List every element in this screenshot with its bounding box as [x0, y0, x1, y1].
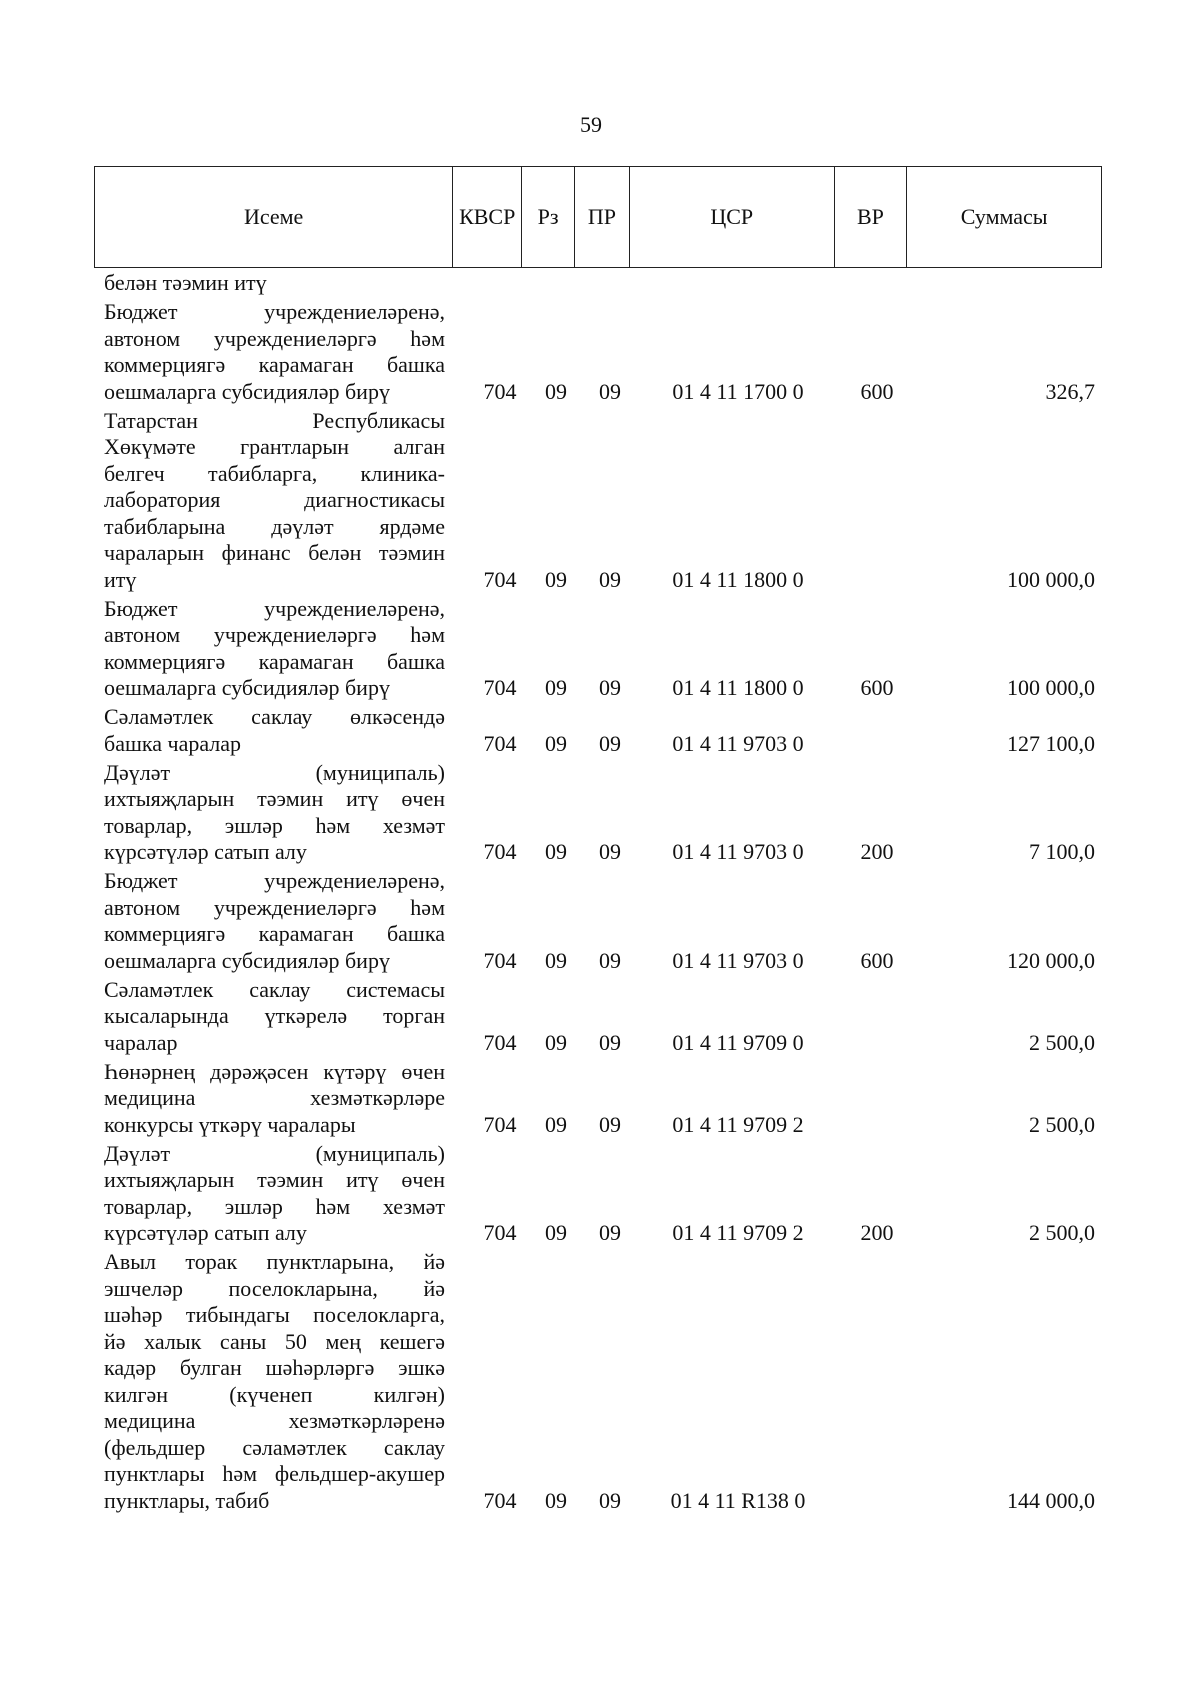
row-vr: 600 [860, 675, 894, 700]
row-pr: 09 [599, 1029, 621, 1055]
row-name-line: күрсәтүләр сатып алу [104, 839, 307, 864]
row-kvsr: 704 [483, 1029, 517, 1055]
row-pr: 09 [599, 947, 621, 973]
table-row [104, 299, 1094, 405]
row-name-line: оешмаларга субсидияләр бирү [104, 947, 390, 973]
row-name-line: кадәр булган шәһәрләргә эшкә [104, 1355, 445, 1380]
table-row [104, 270, 1094, 297]
row-kvsr: 704 [483, 378, 517, 404]
table-row [104, 704, 1094, 757]
row-sum: 144 000,0 [1007, 1487, 1095, 1513]
row-kvsr: 704 [483, 1111, 517, 1137]
page-number: 59 [580, 112, 602, 137]
table-row [104, 760, 1094, 866]
row-name-line: коммерциягә карамаган башка [104, 921, 445, 946]
row-name-line: коммерциягә карамаган башка [104, 352, 445, 377]
row-kvsr: 704 [483, 566, 517, 592]
row-name-line: йә халык саны 50 мең кешегә [104, 1328, 445, 1354]
row-name-line: коммерциягә карамаган башка [104, 648, 445, 674]
row-pr: 09 [599, 1487, 621, 1513]
row-kvsr: 704 [483, 675, 517, 700]
row-csr: 01 4 11 1700 0 [672, 378, 804, 404]
row-name [104, 868, 445, 974]
header-sum: Суммасы [960, 204, 1048, 229]
row-pr: 09 [599, 1220, 621, 1245]
row-csr: 01 4 11 1800 0 [672, 675, 804, 700]
row-sum: 7 100,0 [1029, 839, 1095, 864]
row-name-line: Сәламәтлек саклау системасы [104, 976, 445, 1002]
row-sum: 127 100,0 [1007, 730, 1095, 756]
row-sum: 120 000,0 [1007, 947, 1095, 973]
header-rz: Рз [522, 167, 575, 267]
table-row [104, 1249, 1094, 1514]
row-rz: 09 [545, 1487, 567, 1513]
row-name-line: ихтыяҗларын тәэмин итү өчен [104, 1167, 445, 1192]
row-pr: 09 [599, 566, 621, 592]
row-sum: 100 000,0 [1007, 566, 1095, 592]
row-name-line: итү [104, 566, 137, 592]
table-row [104, 1141, 1094, 1247]
row-name-line: күрсәтүләр сатып алу [104, 1220, 307, 1245]
row-name [104, 977, 445, 1057]
row-kvsr: 704 [483, 947, 517, 973]
row-name [104, 1059, 445, 1139]
row-name [104, 596, 445, 702]
row-sum: 326,7 [1045, 378, 1095, 404]
row-name-line: товарлар, эшләр һәм хезмәт [104, 812, 445, 838]
table-header [94, 166, 1102, 268]
row-name-line: чараларын финанс белән тәэмин [104, 540, 445, 565]
row-name [104, 760, 445, 866]
row-rz: 09 [545, 378, 567, 404]
row-csr: 01 4 11 R138 0 [670, 1487, 806, 1513]
row-pr: 09 [599, 378, 621, 404]
row-kvsr: 704 [483, 839, 517, 864]
row-rz: 09 [545, 675, 567, 700]
row-kvsr: 704 [483, 730, 517, 756]
row-name-line: Һөнәрнең дәрәҗәсен күтәрү өчен [104, 1058, 445, 1084]
row-name-line: Авыл торак пунктларына, йә [104, 1249, 445, 1274]
row-rz: 09 [545, 839, 567, 864]
row-name-line: башка чаралар [104, 730, 242, 756]
row-sum: 2 500,0 [1029, 1220, 1095, 1245]
row-vr: 200 [860, 1220, 894, 1245]
row-name-line: Дәүләт (муниципаль) [104, 759, 445, 785]
row-pr: 09 [599, 839, 621, 864]
header-kvsr: КВСР [453, 167, 522, 267]
row-vr: 200 [860, 839, 894, 864]
row-name-line: Хөкүмәте грантларын алган [104, 434, 445, 459]
row-name-line: пунктлары, табиб [104, 1487, 270, 1513]
row-csr: 01 4 11 9709 2 [672, 1220, 804, 1245]
row-name-line: Бюджет учреждениеләренә, [104, 595, 445, 621]
row-name-line: Татарстан Республикасы [104, 407, 445, 433]
row-name-line: Бюджет учреждениеләренә, [104, 868, 445, 893]
table-row [104, 408, 1094, 594]
row-name-line: пунктлары һәм фельдшер-акушер [104, 1461, 445, 1486]
row-rz: 09 [545, 1029, 567, 1055]
row-name-line: конкурсы үткәрү чаралары [104, 1111, 356, 1137]
row-csr: 01 4 11 9703 0 [672, 947, 804, 973]
row-name-line: медицина хезмәткәрләре [104, 1085, 445, 1110]
row-csr: 01 4 11 9703 0 [672, 730, 804, 756]
row-name-line: эшчеләр поселокларына, йә [104, 1275, 445, 1301]
header-vr: ВР [835, 167, 908, 267]
row-rz: 09 [545, 1220, 567, 1245]
row-name-line: белән тәэмин итү [104, 270, 267, 295]
row-pr: 09 [599, 730, 621, 756]
row-rz: 09 [545, 1111, 567, 1137]
row-name [104, 1141, 445, 1247]
row-name-line: шәһәр тибындагы поселокларга, [104, 1302, 445, 1327]
row-name-line: кысаларында үткәрелә торган [104, 1003, 445, 1028]
row-name-line: ихтыяҗларын тәэмин итү өчен [104, 786, 445, 811]
row-name-line: табибларына дәүләт ярдәме [104, 513, 445, 539]
row-name-line: автоном учреждениеләргә һәм [104, 622, 445, 647]
row-kvsr: 704 [483, 1487, 517, 1513]
row-name [104, 299, 445, 405]
row-name-line: (фельдшер сәламәтлек саклау [104, 1434, 445, 1460]
row-sum: 2 500,0 [1029, 1111, 1095, 1137]
table-row [104, 1059, 1094, 1139]
row-pr: 09 [599, 675, 621, 700]
header-pr: ПР [575, 167, 630, 267]
row-name-line: товарлар, эшләр һәм хезмәт [104, 1193, 445, 1219]
table-row [104, 596, 1094, 702]
row-name-line: лаборатория диагностикасы [104, 487, 445, 512]
row-name-line: Дәүләт (муниципаль) [104, 1140, 445, 1166]
row-csr: 01 4 11 1800 0 [672, 566, 804, 592]
row-sum: 2 500,0 [1029, 1029, 1095, 1055]
row-name-line: оешмаларга субсидияләр бирү [104, 378, 390, 404]
row-kvsr: 704 [483, 1220, 517, 1245]
row-rz: 09 [545, 730, 567, 756]
table-row [104, 868, 1094, 974]
row-name-line: Сәламәтлек саклау өлкәсендә [104, 704, 445, 729]
row-vr: 600 [860, 378, 894, 404]
row-vr: 600 [860, 947, 894, 973]
row-rz: 09 [545, 947, 567, 973]
row-name-line: чаралар [104, 1029, 178, 1055]
header-csr: ЦСР [630, 167, 835, 267]
row-name-line: килгән (күченеп килгән) [104, 1381, 445, 1407]
row-name-line: автоном учреждениеләргә һәм [104, 894, 445, 920]
row-pr: 09 [599, 1111, 621, 1137]
row-name [104, 270, 445, 297]
row-name-line: автоном учреждениеләргә һәм [104, 325, 445, 351]
row-name-line: оешмаларга субсидияләр бирү [104, 675, 390, 700]
row-name-line: белгеч табибларга, клиника- [104, 460, 445, 486]
row-csr: 01 4 11 9709 0 [672, 1029, 804, 1055]
row-sum: 100 000,0 [1007, 675, 1095, 700]
row-name [104, 1249, 445, 1514]
row-csr: 01 4 11 9703 0 [672, 839, 804, 864]
header-name: Исеме [95, 167, 453, 267]
row-rz: 09 [545, 566, 567, 592]
row-name-line: медицина хезмәткәрләренә [104, 1408, 445, 1433]
row-name [104, 704, 445, 757]
table-row [104, 977, 1094, 1057]
row-csr: 01 4 11 9709 2 [672, 1111, 804, 1137]
row-name-line: Бюджет учреждениеләренә, [104, 299, 445, 324]
row-name [104, 408, 445, 594]
